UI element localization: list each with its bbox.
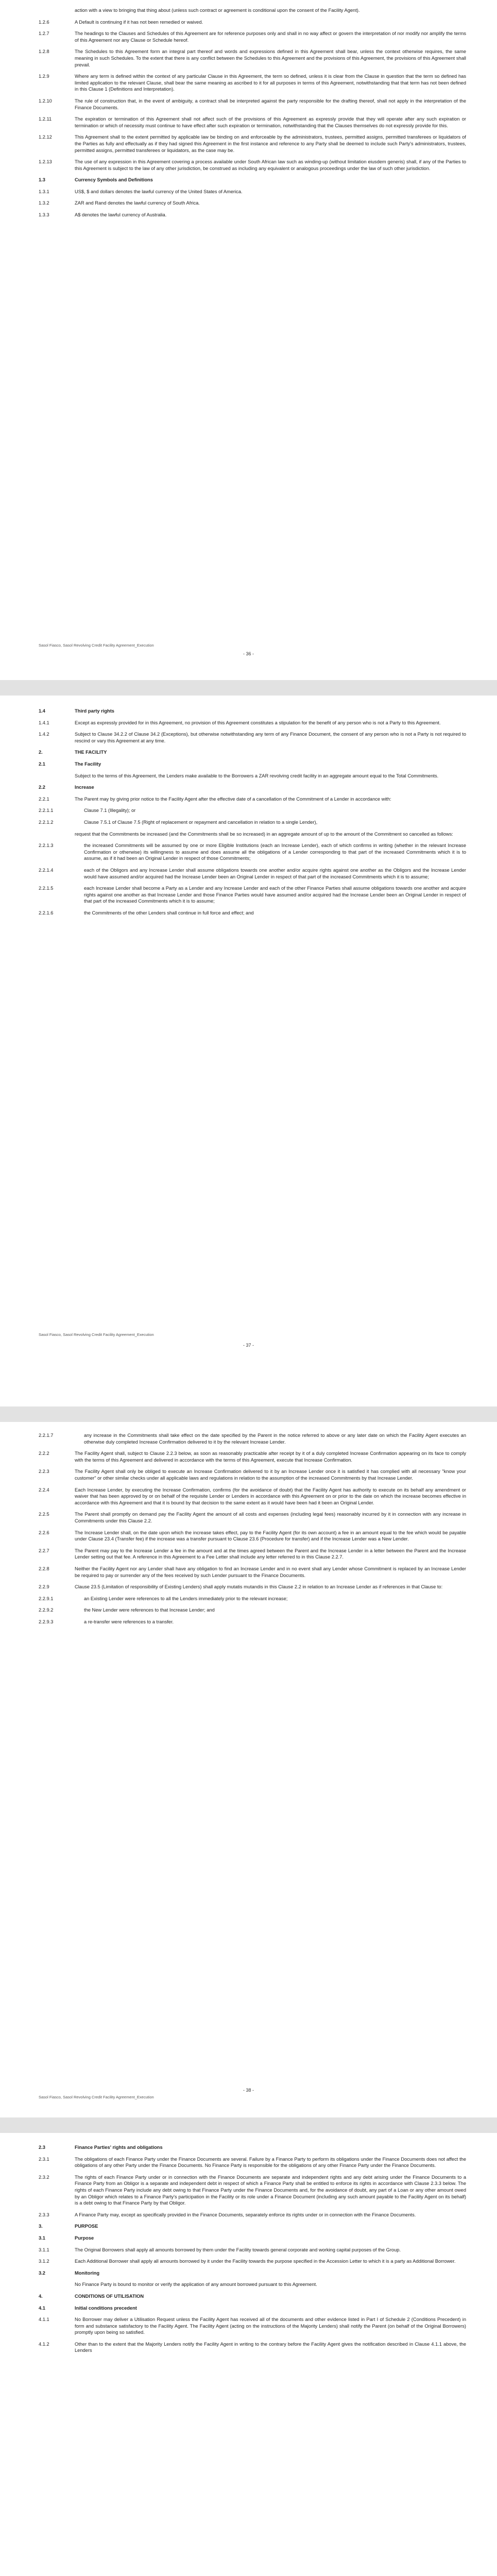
clause-number: 3.1.2 [39,2259,49,2264]
clause-number: 2.2.1.1 [39,808,54,814]
clause-number: 2.1 [39,761,45,767]
clause-number: 1.2.12 [39,134,52,140]
clause-heading-text: Purpose [75,2235,94,2241]
clause-number: 3. [39,2224,43,2229]
clause-number: 2.3.2 [39,2174,49,2180]
page-separator [0,2117,497,2133]
clause-text: A Default is continuing if it has not been remedied or waived. [75,19,203,25]
clause-text: Each Additional Borrower shall apply all amounts borrowed by it under the Facility towards the purpose specified in the Accession Letter to which it is a party as Additional Borrower. [75,2259,456,2264]
clause-paragraph [39,1584,466,1590]
clause-text: The headings to the Clauses and Schedules of this Agreement are for reference purposes only and shall in no way affect or govern the interpretation of nor modify nor amplify the terms of this Agreement nor any Clause or Schedule hereof. [75,31,466,43]
clause-number: 2.3.3 [39,2212,49,2217]
clause-paragraph [39,1487,466,1506]
clause-heading-text: Monitoring [75,2270,100,2276]
clause-paragraph [39,867,466,880]
clause-text: Except as expressly provided for in this Agreement, no provision of this Agreement constitutes a stipulation for the benefit of any person who is not a Party to this Agreement. [75,720,441,725]
clause-text: Clause 23.5 (Limitation of responsibility of Existing Lenders) shall apply mutatis mutandis in this Clause 2.2 in relation to an Increase Lender as if references in that Clause to: [75,1584,443,1590]
clause-number: 2.2.6 [39,1530,49,1535]
clause-paragraph [39,796,466,803]
clause-number: 2.2.1.6 [39,910,54,916]
page-36 [0,0,497,680]
clause-paragraph [39,2341,466,2354]
clause-paragraph [39,731,466,744]
clause-number: 1.3.1 [39,189,49,194]
clause-paragraph [39,1607,466,1614]
clause-number: 3.2 [39,2270,45,2276]
page-separator [0,1406,497,1422]
clause-heading [39,2293,466,2300]
clause-paragraph [39,212,466,218]
clause-text: each of the Obligors and any Increase Lender shall assume obligations towards one another and/or acquire rights against one another as the Obligors and the Increase Lender would have assumed and/or acquired had the Increase Lender been an Original Lender in respect of that part of the increased Commitments which it is to assume; [84,867,466,879]
clause-paragraph [39,2212,466,2218]
clause-text: each Increase Lender shall become a Party as a Lender and any Increase Lender and each of the other Finance Parties shall assume obligations towards one another and acquire rights against one another as that Increase Lender and those Finance Parties would have assumed and/or acquired had the Increase Lender been an Original Lender in respect of that part of the increased Commitments which it is to assume; [84,886,466,904]
clause-number: 4.1 [39,2305,45,2311]
clause-text: The expiration or termination of this Agreement shall not affect such of the provisions of this Agreement as expressly provide that they will operate after any such expiration or termination or which of necessity must continue to have effect after such expiration or termination, notwithstanding that the Clauses themselves do not expressly provide for this. [75,116,466,128]
clause-text: Subject to the terms of this Agreement, the Lenders make available to the Borrowers a ZAR revolving credit facility in an aggregate amount equal to the Total Commitments. [75,773,439,778]
clause-number: 1.3.2 [39,200,49,206]
clause-heading-text: PURPOSE [75,2224,98,2229]
page-number: - 36 - [243,651,254,656]
clause-number: 2.3.1 [39,2156,49,2162]
page-36-content [39,7,466,224]
clause-number: 2.2.8 [39,1566,49,1571]
clause-text: request that the Commitments be increased (and the Commitments shall be so increased) in an aggregate amount of up to the amount of the Commitment so cancelled as follows: [75,831,453,837]
clause-heading-text: Increase [75,785,94,790]
clause-paragraph [39,1596,466,1602]
clause-text: action with a view to bringing that thing about (unless such contract or agreement is conditional upon the consent of the Facility Agent). [75,8,360,13]
clause-text: The obligations of each Finance Party under the Finance Documents are several. Failure by a Finance Party to perform its obligations under the Finance Documents does not affect the obligations of any other Party under the Finance Documents. No Finance Party is responsible for the obligations of any other Finance Party under the Finance Documents. [75,2156,466,2168]
clause-heading [39,708,466,715]
clause-number: 4. [39,2293,43,2299]
page-separator [0,680,497,696]
clause-paragraph [39,98,466,111]
clause-text: The Schedules to this Agreement form an integral part thereof and words and expressions defined in this Agreement shall bear, unless the context otherwise requires, the same meaning in such Schedules. To the extent that there is any conflict between the Schedules to this Agreement and the provisions of this Agreement, the provisions of this Agreement shall prevail. [75,49,466,67]
clause-paragraph [39,1432,466,1445]
clause-heading [39,749,466,756]
clause-number: 2.2.9.3 [39,1619,54,1624]
page-37-content [39,708,466,921]
clause-text: Subject to Clause 34.2.2 of Clause 34.2 (Exceptions), but otherwise notwithstanding any term of any Finance Document, the consent of any person who is not a Party is not required to rescind or vary this Agreement at any time. [75,732,466,743]
clause-number: 2.2.1.7 [39,1433,54,1438]
clause-text: ZAR and Rand denotes the lawful currency of South Africa. [75,200,200,206]
clause-heading-text: CONDITIONS OF UTILISATION [75,2293,144,2299]
clause-heading [39,761,466,768]
clause-number: 2.2.4 [39,1487,49,1493]
clause-text: Other than to the extent that the Majority Lenders notify the Facility Agent in writing to the contrary before the Facility Agent gives the notification described in Clause 4.1.1 above, the Lenders [75,2341,466,2353]
clause-text: The Original Borrowers shall apply all amounts borrowed by them under the Facility towards general corporate and working capital purposes of the Group. [75,2247,401,2252]
page-38-content [39,1432,466,1630]
clause-number: 4.1.2 [39,2341,49,2347]
clause-paragraph [39,1468,466,1481]
clause-paragraph [39,189,466,195]
clause-text: Clause 7.5.1 of Clause 7.5 (Right of replacement or repayment and cancellation in relation to a single Lender), [84,819,318,825]
clause-paragraph [39,831,466,838]
page-37 [0,696,497,1406]
clause-paragraph [39,885,466,905]
clause-number: 1.4.1 [39,720,49,725]
clause-paragraph [39,134,466,154]
clause-paragraph [39,910,466,917]
page-footer: Sasol Fiasco, Sasol Revolving Credit Facility Agreement_Execution [39,643,154,648]
clause-text: The Parent shall promptly on demand pay the Facility Agent the amount of all costs and expenses (including legal fees) reasonably incurred by it in connection with any increase in Commitments under this Clause 2.2. [75,1512,466,1523]
clause-text: The rights of each Finance Party under or in connection with the Finance Documents are separate and independent rights and any debt arising under the Finance Documents to a Finance Party from an Obligor is a separate and independent debt in respect of which a Finance Party shall be entitled to enforce its rights in accordance with Clause 2.3.3 below. The rights of each Finance Party include any debt owing to that Finance Party under the Finance Documents and, for the avoidance of doubt, any part of a Loan or any other amount owed by an Obligor which relates to a Finance Party's participation in the Facility or its role under a Finance Document (including any such amount payable to the Facility Agent on its behalf) is a debt owing to that Finance Party by that Obligor. [75,2174,466,2206]
clause-number: 2.2.2 [39,1451,49,1456]
clause-text: The use of any expression in this Agreement covering a process available under South African law such as winding-up (without limitation eiusdem generis) shall, if any of the Parties to this Agreement is subject to the law of any other jurisdiction, be construed as including any equivalent or analogous proceedings under the law of such other jurisdiction. [75,159,466,171]
clause-number: 2.2.3 [39,1469,49,1475]
clause-paragraph [39,116,466,129]
clause-paragraph [39,2156,466,2169]
clause-number: 1.2.6 [39,19,49,25]
clause-number: 2.2.7 [39,1548,49,1553]
clause-number: 1.4 [39,708,45,714]
clause-heading-text: Third party rights [75,708,114,714]
clause-text: Neither the Facility Agent nor any Lender shall have any obligation to find an Increase Lender and in no event shall any Lender whose Commitment is replaced by an Increase Lender be required to pay or surrender any of the fees received by such Lender pursuant to the Finance Documents. [75,1566,466,1578]
clause-paragraph [39,1530,466,1543]
clause-number: 2.2.1.5 [39,886,54,891]
clause-text: US$, $ and dollars denotes the lawful currency of the United States of America. [75,189,243,194]
clause-heading-text: THE FACILITY [75,750,107,755]
clause-paragraph [39,2247,466,2253]
clause-number: 3.1 [39,2235,45,2241]
clause-heading [39,784,466,791]
clause-number: 2.2 [39,785,45,790]
clause-text: No Borrower may deliver a Utilisation Request unless the Facility Agent has received all of the documents and other evidence listed in Part I of Schedule 2 (Conditions Precedent) in form and substance satisfactory to the Facility Agent. The Facility Agent (acting on the instructions of the Majority Lenders) shall notify the Parent (on behalf of the Original Borrowers) promptly upon being so satisfied. [75,2317,466,2335]
clause-paragraph [39,2316,466,2336]
page-39 [0,2133,497,2576]
clause-number: 3.1.1 [39,2247,49,2252]
clause-paragraph [39,159,466,172]
clause-text: Where any term is defined within the context of any particular Clause in this Agreement, the term so defined, unless it is clear from the Clause in question that the term so defined has limited application to the relevant Clause, shall bear the same meaning as ascribed to it for all purposes in terms of this Agreement, notwithstanding that that term has not been defined in this Clause 1 (Definitions and Interpretation). [75,74,466,92]
page-footer: Sasol Fiasco, Sasol Revolving Credit Facility Agreement_Execution [39,2095,154,2099]
clause-text: This Agreement shall to the extent permitted by applicable law be binding on and enforceable by the administrators, trustees, permitted assigns, permitted transferees or liquidators of the Parties as fully and effectually as if they had signed this Agreement in the first instance and reference to any Party shall be deemed to include such Party's administrators, trustees, permitted assigns, permitted transferees or liquidators, as the case may be. [75,134,466,153]
clause-number: 2. [39,750,43,755]
clause-number: 2.2.1.4 [39,867,54,873]
clause-number: 1.2.11 [39,116,52,122]
clause-heading-text: Finance Parties' rights and obligations [75,2145,163,2150]
clause-heading [39,2223,466,2230]
clause-text: any increase in the Commitments shall take effect on the date specified by the Parent in the notice referred to above or any later date on which the Facility Agent executes an otherwise duly completed Increase Confirmation delivered to it by the relevant Increase Lender. [84,1433,466,1445]
clause-paragraph [39,2281,466,2288]
clause-heading-text: Currency Symbols and Definitions [75,177,153,183]
clause-number: 2.2.1 [39,796,49,802]
clause-paragraph [39,30,466,43]
clause-number: 1.2.9 [39,74,49,79]
clause-text: the Commitments of the other Lenders shall continue in full force and effect; and [84,910,254,916]
clause-paragraph [39,720,466,726]
clause-number: 2.2.9.1 [39,1596,54,1601]
clause-text: The Parent may pay to the Increase Lender a fee in the amount and at the times agreed between the Parent and the Increase Lender in a letter between the Parent and the Increase Lender setting out that fee. A reference in this Agreement to a Fee Letter shall include any letter referred to in this Clause 2.2.7. [75,1548,466,1560]
clause-paragraph [39,48,466,68]
clause-text: a re-transfer were references to a transfer. [84,1619,174,1624]
clause-heading [39,2144,466,2151]
clause-number: 2.2.1.3 [39,843,54,849]
clause-paragraph [39,1511,466,1524]
clause-number: 2.2.9 [39,1584,49,1590]
clause-number: 1.2.8 [39,49,49,55]
clause-heading [39,2270,466,2277]
clause-number: 1.3 [39,177,45,183]
clause-paragraph [39,73,466,93]
clause-paragraph [39,2258,466,2265]
clause-paragraph [39,842,466,862]
clause-text: The Facility Agent shall, subject to Clause 2.2.3 below, as soon as reasonably practicable after receipt by it of a duly completed Increase Confirmation appearing on its face to comply with the terms of this Agreement and delivered in accordance with the terms of this Agreement, execute that Increase Confirmation. [75,1451,466,1463]
clause-number: 1.3.3 [39,212,49,218]
clause-text: A Finance Party may, except as specifically provided in the Finance Documents, separately enforce its rights under or in connection with the Finance Documents. [75,2212,416,2217]
clause-number: 2.3 [39,2145,45,2150]
clause-text: the New Lender were references to that Increase Lender; and [84,1607,215,1613]
clause-heading-text: The Facility [75,761,101,767]
clause-text: the increased Commitments will be assumed by one or more Eligible Institutions (each an Increase Lender), each of which confirms in writing (whether in the relevant Increase Confirmation or otherwise) its willingness to assume and does assume all the obligations of a Lender corresponding to that part of the increased Commitments which it is to assume, as if it had been an Original Lender in respect of those Commitments; [84,843,466,861]
page-footer: Sasol Fiasco, Sasol Revolving Credit Facility Agreement_Execution [39,1332,154,1337]
clause-paragraph [39,819,466,826]
clause-heading [39,177,466,183]
clause-text: The Facility Agent shall only be obliged to execute an Increase Confirmation delivered to it by an Increase Lender once it is satisfied it has complied with all necessary "know your customer" or other similar checks under all applicable laws and regulations in relation to the assumption of the increased Commitments by that Increase Lender. [75,1469,466,1481]
clause-paragraph [39,7,466,14]
clause-text: an Existing Lender were references to all the Lenders immediately prior to the relevant increase; [84,1596,288,1601]
clause-paragraph [39,1548,466,1561]
clause-text: No Finance Party is bound to monitor or verify the application of any amount borrowed pursuant to this Agreement. [75,2282,317,2287]
clause-paragraph [39,1619,466,1625]
clause-text: The Parent may by giving prior notice to the Facility Agent after the effective date of a cancellation of the Commitment of a Lender in accordance with: [75,796,391,802]
page-38 [0,1422,497,2117]
clause-paragraph [39,200,466,207]
clause-heading [39,2305,466,2312]
clause-number: 2.2.5 [39,1512,49,1517]
clause-number: 2.2.1.2 [39,819,54,825]
clause-paragraph [39,1450,466,1463]
clause-text: A$ denotes the lawful currency of Australia. [75,212,167,218]
clause-paragraph [39,2174,466,2207]
clause-heading-text: Initial conditions precedent [75,2305,137,2311]
clause-paragraph [39,19,466,26]
clause-number: 4.1.1 [39,2317,49,2323]
clause-text: Clause 7.1 (Illegality); or [84,808,136,814]
clause-number: 1.4.2 [39,732,49,737]
clause-text: The rule of construction that, in the event of ambiguity, a contract shall be interpreted against the party responsible for the drafting thereof, shall not apply in the interpretation of the Finance Documents. [75,98,466,110]
clause-paragraph [39,807,466,814]
clause-paragraph [39,1566,466,1579]
clause-number: 2.2.9.2 [39,1607,54,1613]
clause-number: 1.2.13 [39,159,52,165]
clause-text: The Increase Lender shall, on the date upon which the increase takes effect, pay to the Facility Agent (for its own account) a fee in an amount equal to the fee which would be payable under Clause 23.4 (Transfer fee) if the increase was a transfer pursuant to Clause 23.6 (Procedure for transfer) and if the Increase Lender was a New Lender. [75,1530,466,1542]
clause-number: 1.2.10 [39,98,52,104]
clause-number: 1.2.7 [39,31,49,37]
clause-text: Each Increase Lender, by executing the Increase Confirmation, confirms (for the avoidance of doubt) that the Facility Agent has authority to execute on its behalf any amendment or waiver that has been approved by or on behalf of the requisite Lender or Lenders in accordance with this Agreement on or prior to the date on which the increase becomes effective in accordance with this Agreement and that it is bound by that decision to the same extent as it would have been had it been an Original Lender. [75,1487,466,1505]
page-number: - 37 - [243,1343,254,1348]
clause-heading [39,2235,466,2242]
page-39-content [39,2144,466,2359]
page-number: - 38 - [243,2088,254,2093]
clause-paragraph [39,773,466,779]
